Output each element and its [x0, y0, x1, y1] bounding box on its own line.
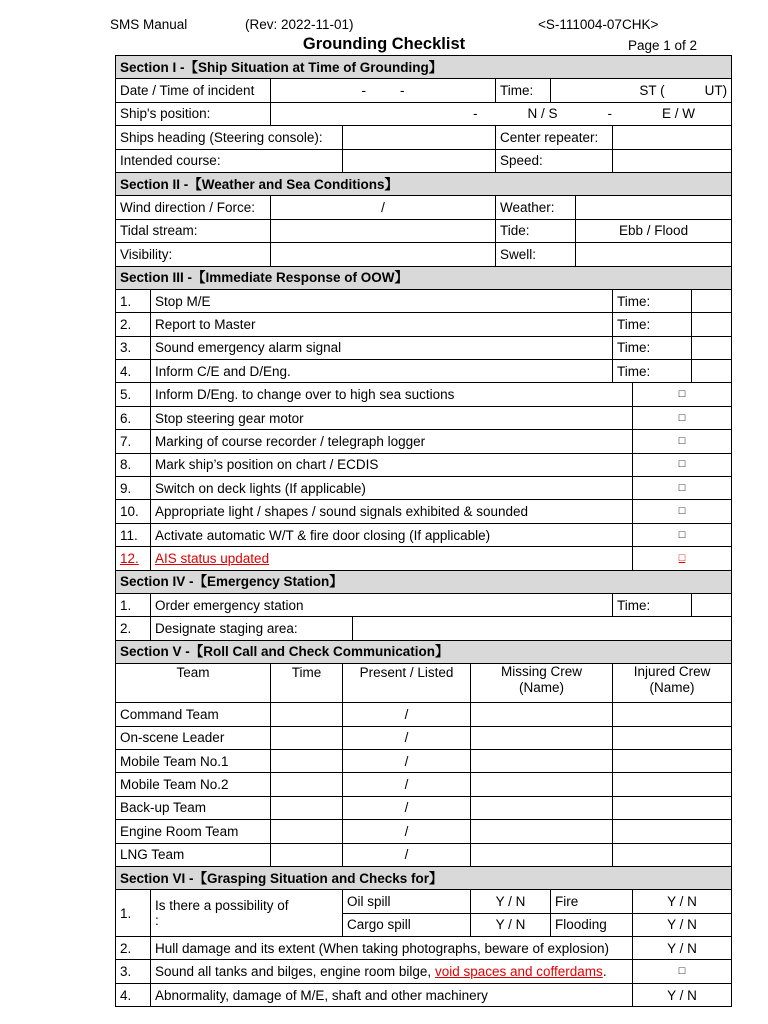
present-cell[interactable]: /	[343, 843, 471, 866]
item-number: 1.	[116, 890, 151, 937]
team-name: Engine Room Team	[116, 820, 271, 843]
section-1-title: Section I -【Ship Situation at Time of Grounding】	[116, 56, 732, 79]
present-cell[interactable]: /	[343, 773, 471, 796]
time-cell[interactable]	[271, 726, 343, 749]
column-header-present: Present / Listed	[343, 664, 471, 703]
injured-cell[interactable]	[613, 773, 732, 796]
item-number: 6.	[116, 406, 151, 429]
injured-cell[interactable]	[613, 796, 732, 819]
revision-date: (Rev: 2022-11-01)	[245, 17, 354, 32]
name-label: (Name)	[649, 680, 695, 696]
time-label: Time:	[496, 79, 551, 102]
name-label: (Name)	[518, 680, 564, 696]
team-name: On-scene Leader	[116, 726, 271, 749]
missing-cell[interactable]	[471, 749, 613, 772]
date-time-label: Date / Time of incident	[116, 79, 271, 102]
time-cell[interactable]	[271, 843, 343, 866]
document-title: Grounding Checklist	[302, 35, 466, 53]
section-6-title: Section VI -【Grasping Situation and Checks for】	[116, 866, 732, 889]
time-cell[interactable]	[271, 820, 343, 843]
checkbox[interactable]: □	[633, 453, 732, 476]
table-row	[116, 843, 732, 866]
time-label: Time:	[613, 336, 692, 359]
missing-cell[interactable]	[471, 703, 613, 726]
swell-field[interactable]	[576, 243, 732, 266]
tide-label: Tide:	[496, 219, 576, 242]
item-text: Switch on deck lights (If applicable)	[151, 477, 633, 500]
checkbox[interactable]: □	[633, 430, 732, 453]
section-2-title: Section II -【Weather and Sea Conditions】	[116, 172, 732, 195]
table-row	[116, 726, 732, 749]
section-5-title: Section V -【Roll Call and Check Communication】	[116, 640, 732, 663]
east-west: E / W	[662, 106, 696, 122]
time-label: Time:	[613, 289, 692, 312]
injured-cell[interactable]	[613, 843, 732, 866]
item-text: Abnormality, damage of M/E, shaft and other machinery	[151, 983, 633, 1006]
checkbox[interactable]: □	[633, 523, 732, 546]
item-text: Stop M/E	[151, 289, 613, 312]
item-text: Marking of course recorder / telegraph logger	[151, 430, 633, 453]
item-number: 8.	[116, 453, 151, 476]
ut-label: UT)	[704, 83, 728, 99]
item-number: 2.	[116, 937, 151, 960]
document-id: <S-111004-07CHK>	[538, 17, 659, 32]
item-number: 9.	[116, 477, 151, 500]
swell-label: Swell:	[496, 243, 576, 266]
missing-cell[interactable]	[471, 773, 613, 796]
heading-label: Ships heading (Steering console):	[116, 126, 343, 149]
time-field[interactable]	[692, 593, 732, 616]
st-label: ST (	[639, 83, 665, 99]
item-number: 5.	[116, 383, 151, 406]
ship-position-field[interactable]	[271, 102, 732, 125]
weather-field[interactable]	[576, 196, 732, 219]
checkbox[interactable]: □	[633, 547, 732, 570]
missing-crew-label: Missing Crew	[500, 664, 582, 680]
present-cell[interactable]: /	[343, 820, 471, 843]
injured-cell[interactable]	[613, 726, 732, 749]
intended-course-label: Intended course:	[116, 149, 343, 172]
team-name: Mobile Team No.1	[116, 749, 271, 772]
table-row	[116, 749, 732, 772]
time-cell[interactable]	[271, 796, 343, 819]
time-cell[interactable]	[271, 703, 343, 726]
team-name: Mobile Team No.2	[116, 773, 271, 796]
tidal-stream-label: Tidal stream:	[116, 219, 271, 242]
item-text: Designate staging area:	[151, 617, 353, 640]
table-row	[116, 820, 732, 843]
present-cell[interactable]: /	[343, 749, 471, 772]
question-colon: :	[155, 913, 159, 929]
time-cell[interactable]	[271, 749, 343, 772]
checkbox[interactable]: □	[633, 383, 732, 406]
center-repeater-label: Center repeater:	[496, 126, 613, 149]
fire-label: Fire	[551, 890, 633, 913]
fire-yn[interactable]: Y / N	[633, 890, 732, 913]
checkbox[interactable]: □	[633, 477, 732, 500]
tide-field[interactable]	[576, 219, 732, 242]
item-number: 4.	[116, 983, 151, 1006]
date-dash: -	[400, 83, 405, 99]
team-name: LNG Team	[116, 843, 271, 866]
injured-cell[interactable]	[613, 749, 732, 772]
item-number: 4.	[116, 360, 151, 383]
time-cell[interactable]	[271, 773, 343, 796]
visibility-field[interactable]	[271, 243, 496, 266]
item-number: 1.	[116, 289, 151, 312]
column-header-injured	[613, 664, 732, 703]
item-text: Appropriate light / shapes / sound signals exhibited & sounded	[151, 500, 633, 523]
item-number: 11.	[116, 523, 151, 546]
cargo-spill-label: Cargo spill	[343, 913, 471, 936]
item-text: Inform D/Eng. to change over to high sea suctions	[151, 383, 633, 406]
date-field[interactable]	[271, 79, 496, 102]
date-dash: -	[361, 83, 366, 99]
weather-label: Weather:	[496, 196, 576, 219]
item-number: 1.	[116, 593, 151, 616]
table-row	[116, 773, 732, 796]
item-text-ais: AIS status updated	[151, 547, 633, 570]
item-text: Mark ship’s position on chart / ECDIS	[151, 453, 633, 476]
team-name: Back-up Team	[116, 796, 271, 819]
missing-cell[interactable]	[471, 796, 613, 819]
checkbox[interactable]: □	[633, 960, 732, 983]
oil-spill-label: Oil spill	[343, 890, 471, 913]
wind-field[interactable]	[271, 196, 496, 219]
team-name: Command Team	[116, 703, 271, 726]
hull-damage-yn[interactable]: Y / N	[633, 937, 732, 960]
speed-label: Speed:	[496, 149, 613, 172]
column-header-time: Time	[271, 664, 343, 703]
section-3-title: Section III -【Immediate Response of OOW】	[116, 266, 732, 289]
time-field[interactable]	[692, 313, 732, 336]
time-field[interactable]	[692, 336, 732, 359]
item-text: Order emergency station	[151, 593, 613, 616]
cargo-spill-yn[interactable]: Y / N	[471, 913, 551, 936]
injured-cell[interactable]	[613, 703, 732, 726]
tide-options: Ebb / Flood	[619, 223, 689, 239]
center-repeater-field[interactable]	[613, 126, 732, 149]
item-number: 7.	[116, 430, 151, 453]
period: .	[602, 964, 607, 980]
sound-tanks-text: Sound all tanks and bilges, engine room bilge,	[155, 964, 432, 980]
time-field[interactable]	[692, 360, 732, 383]
north-south: N / S	[527, 106, 558, 122]
item-number: 3.	[116, 960, 151, 983]
manual-name: SMS Manual	[110, 17, 188, 32]
column-header-missing	[471, 664, 613, 703]
section-4-title: Section IV -【Emergency Station】	[116, 570, 732, 593]
missing-cell[interactable]	[471, 843, 613, 866]
missing-cell[interactable]	[471, 820, 613, 843]
machinery-yn[interactable]: Y / N	[633, 983, 732, 1006]
flooding-yn[interactable]: Y / N	[633, 913, 732, 936]
tidal-stream-field[interactable]	[271, 219, 496, 242]
time-label: Time:	[613, 313, 692, 336]
item-text: Inform C/E and D/Eng.	[151, 360, 613, 383]
intended-course-field[interactable]	[343, 149, 496, 172]
item-number: 3.	[116, 336, 151, 359]
present-cell[interactable]: /	[343, 796, 471, 819]
item-text: Stop steering gear motor	[151, 406, 633, 429]
flooding-label: Flooding	[551, 913, 633, 936]
visibility-label: Visibility:	[116, 243, 271, 266]
item-number: 2.	[116, 313, 151, 336]
void-spaces-text: void spaces and cofferdams	[434, 964, 603, 980]
table-row	[116, 703, 732, 726]
item-number: 10.	[116, 500, 151, 523]
item-text: Activate automatic W/T & fire door closing (If applicable)	[151, 523, 633, 546]
heading-field[interactable]	[343, 126, 496, 149]
injured-crew-label: Injured Crew	[633, 664, 711, 680]
latitude-dash: -	[473, 106, 478, 122]
oil-spill-yn[interactable]: Y / N	[471, 890, 551, 913]
wind-slash: /	[381, 200, 385, 216]
item-number: 2.	[116, 617, 151, 640]
present-cell[interactable]: /	[343, 726, 471, 749]
question-text: Is there a possibility of	[155, 898, 289, 914]
staging-area-field[interactable]	[353, 617, 732, 640]
grounding-checklist-table	[115, 55, 732, 1007]
item-text: Sound emergency alarm signal	[151, 336, 613, 359]
table-row	[116, 796, 732, 819]
checkbox[interactable]: □	[633, 406, 732, 429]
item-text: Report to Master	[151, 313, 613, 336]
ship-position-label: Ship's position:	[116, 102, 271, 125]
time-field[interactable]	[692, 289, 732, 312]
time-field[interactable]	[551, 79, 732, 102]
column-header-team: Team	[116, 664, 271, 703]
missing-cell[interactable]	[471, 726, 613, 749]
time-label: Time:	[613, 360, 692, 383]
page-number: Page 1 of 2	[628, 38, 698, 53]
wind-label: Wind direction / Force:	[116, 196, 271, 219]
time-label: Time:	[613, 593, 692, 616]
item-text	[151, 960, 633, 983]
injured-cell[interactable]	[613, 820, 732, 843]
longitude-dash: -	[607, 106, 613, 122]
checkbox[interactable]: □	[633, 500, 732, 523]
possibility-question	[151, 890, 343, 937]
item-number: 12.	[116, 547, 151, 570]
speed-field[interactable]	[613, 149, 732, 172]
present-cell[interactable]: /	[343, 703, 471, 726]
item-text: Hull damage and its extent (When taking photographs, beware of explosion)	[151, 937, 633, 960]
